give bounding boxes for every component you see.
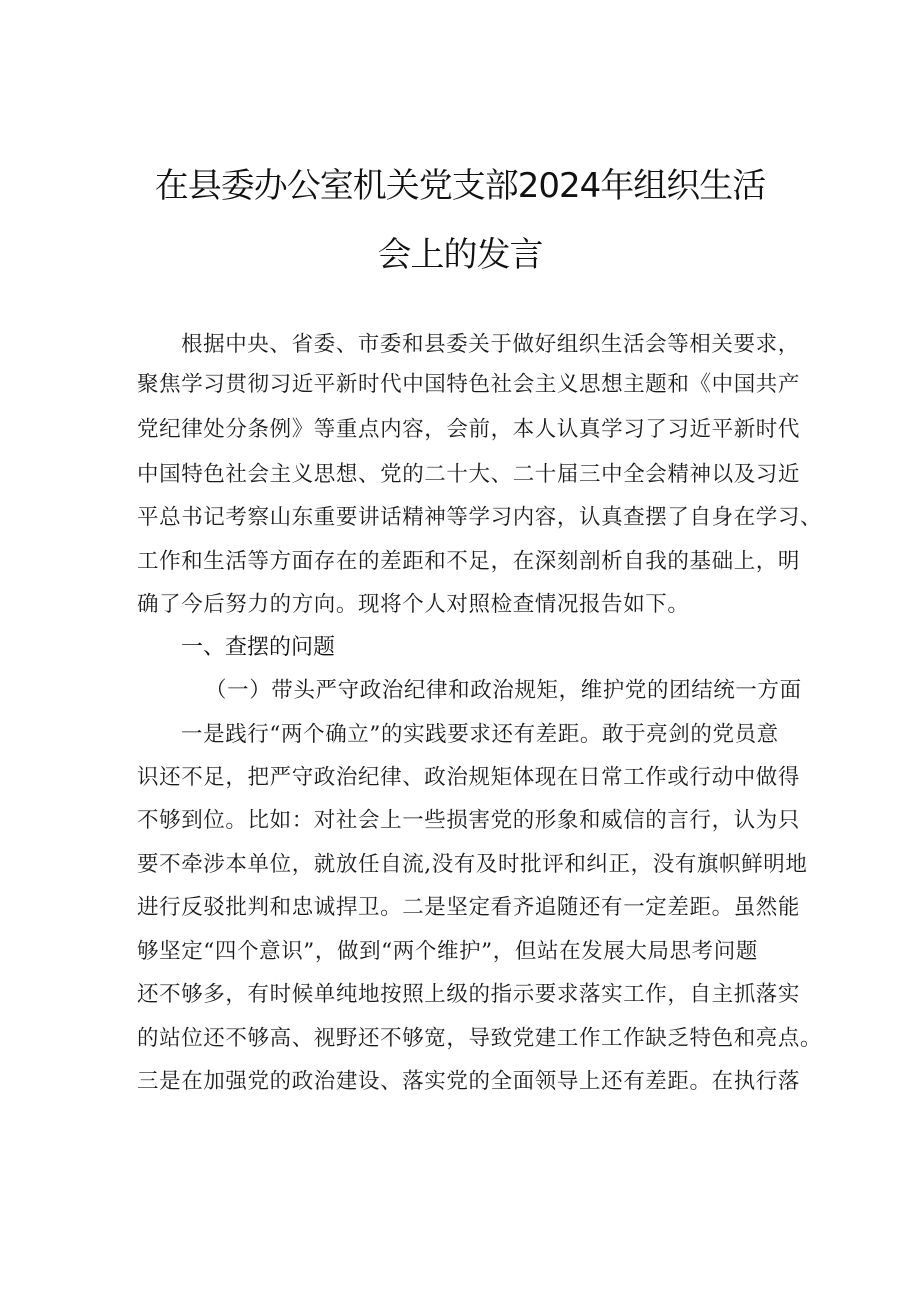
intro-line: 党纪律处分条例》等重点内容，会前，本人认真学习了习近平新时代: [137, 417, 801, 442]
document-title-line-2: 会上的发言: [377, 235, 543, 275]
intro-line: 聚焦学习贯彻习近平新时代中国特色社会主义思想主题和《中国共产: [137, 372, 801, 397]
intro-line: 工作和生活等方面存在的差距和不足，在深刻剖析自我的基础上，明: [137, 549, 801, 574]
intro-line: 平总书记考察山东重要讲话精神等学习内容，认真查摆了自身在学习、: [137, 505, 823, 530]
body-line: 的站位还不够高、视野还不够宽，导致党建工作工作缺乏特色和亮点。: [137, 1026, 823, 1051]
intro-line: 根据中央、省委、市委和县委关于做好组织生活会等相关要求，: [181, 332, 800, 357]
body-line: 三是在加强党的政治建设、落实党的全面领导上还有差距。在执行落: [137, 1069, 801, 1094]
subsection-heading: （一）带头严守政治纪律和政治规矩，维护党的团结统一方面: [205, 678, 802, 703]
body-line: 不够到位。比如：对社会上一些损害党的形象和威信的言行，认为只: [137, 808, 801, 833]
intro-line: 中国特色社会主义思想、党的二十大、二十届三中全会精神以及习近: [137, 462, 801, 487]
body-line: 还不够多，有时候单纯地按照上级的指示要求落实工作，自主抓落实: [137, 982, 801, 1007]
intro-line: 确了今后努力的方向。现将个人对照检查情况报告如下。: [137, 592, 690, 617]
body-line: 一是践行“两个确立”的实践要求还有差距。敢于亮剑的党员意: [181, 722, 779, 747]
section-heading: 一、查摆的问题: [181, 635, 336, 660]
body-line: 够坚定“四个意识”，做到“两个维护”，但站在发展大局思考问题: [137, 939, 758, 964]
body-line: 进行反驳批判和忠诚捍卫。二是坚定看齐追随还有一定差距。虽然能: [137, 895, 801, 920]
body-line: 要不牵涉本单位，就放任自流,没有及时批评和纠正，没有旗帜鲜明地: [137, 852, 808, 877]
body-line: 识还不足，把严守政治纪律、政治规矩体现在日常工作或行动中做得: [137, 765, 801, 790]
document-title-line-1: 在县委办公室机关党支部2024年组织生活: [154, 166, 766, 206]
